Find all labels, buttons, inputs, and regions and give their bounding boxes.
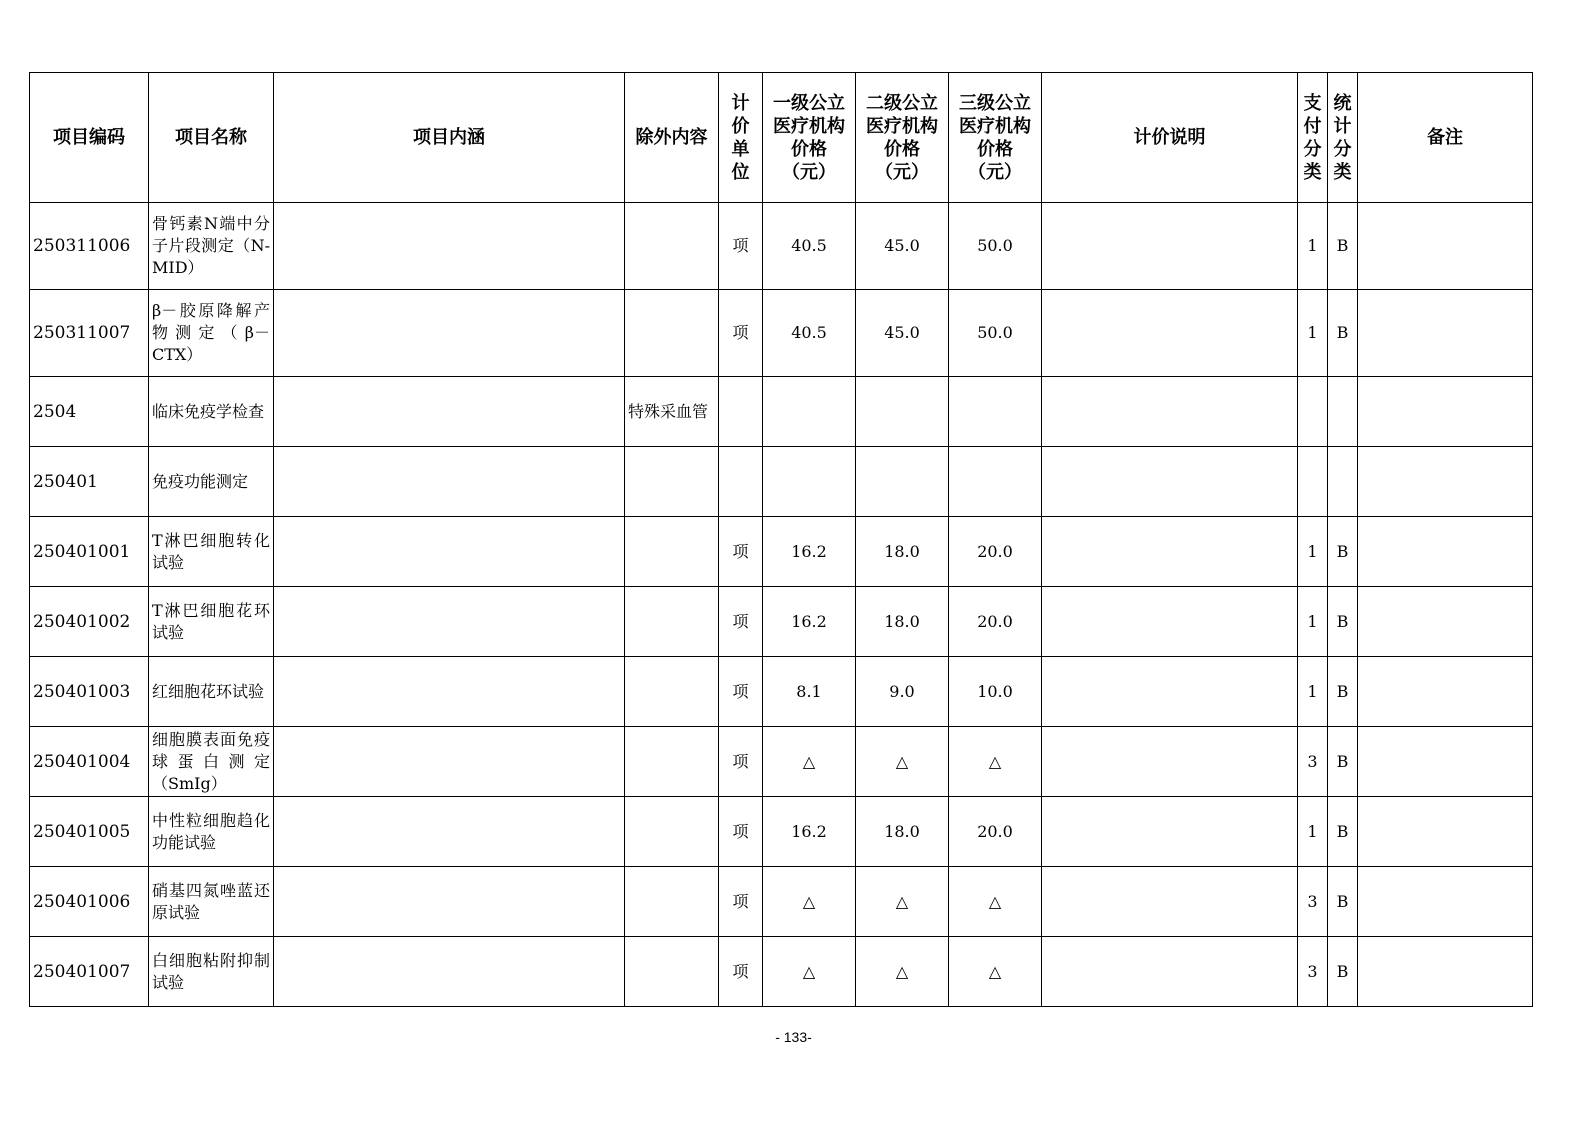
cell-name: 白细胞粘附抑制试验 <box>149 937 274 1007</box>
cell-payment-class: 1 <box>1298 657 1328 727</box>
cell-price-level-1: 16.2 <box>763 587 856 657</box>
header-content: 项目内涵 <box>274 73 625 203</box>
cell-payment-class <box>1298 447 1328 517</box>
cell-content <box>274 797 625 867</box>
cell-price-level-3 <box>949 447 1042 517</box>
cell-payment-class: 3 <box>1298 937 1328 1007</box>
cell-content <box>274 867 625 937</box>
cell-content <box>274 290 625 377</box>
cell-price-level-2: 9.0 <box>856 657 949 727</box>
cell-code: 2504 <box>30 377 149 447</box>
cell-remarks <box>1358 797 1533 867</box>
header-code: 项目编码 <box>30 73 149 203</box>
cell-exclude <box>625 727 719 797</box>
cell-statistics-class <box>1328 377 1358 447</box>
cell-payment-class: 1 <box>1298 587 1328 657</box>
cell-exclude <box>625 517 719 587</box>
cell-price-level-1: 8.1 <box>763 657 856 727</box>
cell-exclude <box>625 587 719 657</box>
cell-price-level-2 <box>856 377 949 447</box>
cell-price-level-1 <box>763 377 856 447</box>
cell-payment-class: 1 <box>1298 797 1328 867</box>
cell-remarks <box>1358 587 1533 657</box>
cell-payment-class: 1 <box>1298 203 1328 290</box>
cell-price-level-3: 50.0 <box>949 203 1042 290</box>
cell-remarks <box>1358 657 1533 727</box>
cell-code: 250401007 <box>30 937 149 1007</box>
table-row <box>30 203 1533 290</box>
cell-payment-class: 1 <box>1298 517 1328 587</box>
cell-price-level-2: △ <box>856 937 949 1007</box>
table-row <box>30 290 1533 377</box>
cell-pricing-notes <box>1042 657 1298 727</box>
cell-code: 250401006 <box>30 867 149 937</box>
header-unit: 计价单位 <box>719 73 763 203</box>
header-exclude: 除外内容 <box>625 73 719 203</box>
cell-price-level-3: 20.0 <box>949 517 1042 587</box>
cell-price-level-2: △ <box>856 867 949 937</box>
cell-price-level-1: 16.2 <box>763 517 856 587</box>
cell-price-level-3: 50.0 <box>949 290 1042 377</box>
cell-unit: 项 <box>719 937 763 1007</box>
cell-pricing-notes <box>1042 290 1298 377</box>
cell-price-level-1 <box>763 447 856 517</box>
table-row <box>30 517 1533 587</box>
page-number: - 133- <box>775 1029 812 1045</box>
cell-unit: 项 <box>719 657 763 727</box>
cell-remarks <box>1358 867 1533 937</box>
cell-statistics-class: B <box>1328 797 1358 867</box>
cell-name: 红细胞花环试验 <box>149 657 274 727</box>
cell-price-level-3: 20.0 <box>949 587 1042 657</box>
cell-price-level-3: 20.0 <box>949 797 1042 867</box>
cell-unit <box>719 447 763 517</box>
cell-price-level-1: △ <box>763 727 856 797</box>
table-row <box>30 937 1533 1007</box>
cell-pricing-notes <box>1042 447 1298 517</box>
cell-price-level-2 <box>856 447 949 517</box>
cell-code: 250401001 <box>30 517 149 587</box>
cell-content <box>274 657 625 727</box>
cell-price-level-2: 18.0 <box>856 797 949 867</box>
cell-content <box>274 203 625 290</box>
cell-unit <box>719 377 763 447</box>
cell-price-level-1: 40.5 <box>763 203 856 290</box>
cell-pricing-notes <box>1042 727 1298 797</box>
cell-payment-class <box>1298 377 1328 447</box>
cell-remarks <box>1358 203 1533 290</box>
cell-statistics-class: B <box>1328 203 1358 290</box>
cell-exclude <box>625 797 719 867</box>
cell-remarks <box>1358 447 1533 517</box>
cell-name: β－胶原降解产物测定（β－CTX） <box>149 290 274 377</box>
cell-pricing-notes <box>1042 937 1298 1007</box>
cell-price-level-3: △ <box>949 937 1042 1007</box>
cell-statistics-class: B <box>1328 937 1358 1007</box>
table-row <box>30 727 1533 797</box>
price-table <box>29 72 1533 1007</box>
cell-name: 免疫功能测定 <box>149 447 274 517</box>
cell-statistics-class: B <box>1328 517 1358 587</box>
cell-remarks <box>1358 290 1533 377</box>
cell-statistics-class: B <box>1328 290 1358 377</box>
cell-code: 250401 <box>30 447 149 517</box>
cell-price-level-2: 18.0 <box>856 517 949 587</box>
cell-exclude <box>625 203 719 290</box>
cell-unit: 项 <box>719 867 763 937</box>
cell-price-level-1: △ <box>763 867 856 937</box>
cell-name: 临床免疫学检查 <box>149 377 274 447</box>
cell-exclude: 特殊采血管 <box>625 377 719 447</box>
cell-name: 细胞膜表面免疫球蛋白测定（SmIg） <box>149 727 274 797</box>
cell-statistics-class: B <box>1328 867 1358 937</box>
table-row <box>30 447 1533 517</box>
cell-content <box>274 587 625 657</box>
cell-remarks <box>1358 937 1533 1007</box>
cell-price-level-2: 45.0 <box>856 290 949 377</box>
cell-price-level-3: △ <box>949 727 1042 797</box>
cell-payment-class: 1 <box>1298 290 1328 377</box>
cell-unit: 项 <box>719 203 763 290</box>
cell-name: 硝基四氮唑蓝还原试验 <box>149 867 274 937</box>
table-row <box>30 377 1533 447</box>
cell-content <box>274 727 625 797</box>
cell-unit: 项 <box>719 290 763 377</box>
cell-statistics-class <box>1328 447 1358 517</box>
cell-statistics-class: B <box>1328 727 1358 797</box>
cell-exclude <box>625 290 719 377</box>
cell-price-level-1: 16.2 <box>763 797 856 867</box>
cell-remarks <box>1358 377 1533 447</box>
cell-name: T淋巴细胞花环试验 <box>149 587 274 657</box>
cell-unit: 项 <box>719 517 763 587</box>
header-price-level-3: 三级公立医疗机构价格（元） <box>949 73 1042 203</box>
cell-code: 250401003 <box>30 657 149 727</box>
cell-pricing-notes <box>1042 867 1298 937</box>
cell-pricing-notes <box>1042 203 1298 290</box>
cell-statistics-class: B <box>1328 587 1358 657</box>
cell-content <box>274 447 625 517</box>
cell-statistics-class: B <box>1328 657 1358 727</box>
header-row <box>30 73 1533 203</box>
header-price-level-2: 二级公立医疗机构价格（元） <box>856 73 949 203</box>
cell-pricing-notes <box>1042 587 1298 657</box>
cell-unit: 项 <box>719 797 763 867</box>
header-statistics-class: 统计分类 <box>1328 73 1358 203</box>
cell-payment-class: 3 <box>1298 727 1328 797</box>
header-name: 项目名称 <box>149 73 274 203</box>
cell-content <box>274 517 625 587</box>
table-row <box>30 587 1533 657</box>
cell-price-level-2: 18.0 <box>856 587 949 657</box>
header-price-level-1: 一级公立医疗机构价格（元） <box>763 73 856 203</box>
table-row <box>30 867 1533 937</box>
cell-content <box>274 377 625 447</box>
cell-price-level-1: 40.5 <box>763 290 856 377</box>
cell-price-level-3 <box>949 377 1042 447</box>
table-row <box>30 657 1533 727</box>
header-remarks: 备注 <box>1358 73 1533 203</box>
cell-exclude <box>625 447 719 517</box>
cell-unit: 项 <box>719 587 763 657</box>
cell-remarks <box>1358 517 1533 587</box>
cell-price-level-3: 10.0 <box>949 657 1042 727</box>
cell-code: 250311006 <box>30 203 149 290</box>
cell-name: T淋巴细胞转化试验 <box>149 517 274 587</box>
cell-code: 250401005 <box>30 797 149 867</box>
cell-exclude <box>625 657 719 727</box>
cell-code: 250311007 <box>30 290 149 377</box>
cell-payment-class: 3 <box>1298 867 1328 937</box>
cell-price-level-1: △ <box>763 937 856 1007</box>
cell-price-level-3: △ <box>949 867 1042 937</box>
cell-name: 中性粒细胞趋化功能试验 <box>149 797 274 867</box>
cell-exclude <box>625 937 719 1007</box>
header-payment-class: 支付分类 <box>1298 73 1328 203</box>
cell-name: 骨钙素N端中分子片段测定（N-MID） <box>149 203 274 290</box>
cell-pricing-notes <box>1042 517 1298 587</box>
cell-pricing-notes <box>1042 797 1298 867</box>
cell-unit: 项 <box>719 727 763 797</box>
cell-remarks <box>1358 727 1533 797</box>
cell-price-level-2: △ <box>856 727 949 797</box>
cell-content <box>274 937 625 1007</box>
cell-price-level-2: 45.0 <box>856 203 949 290</box>
header-pricing-notes: 计价说明 <box>1042 73 1298 203</box>
cell-code: 250401002 <box>30 587 149 657</box>
cell-code: 250401004 <box>30 727 149 797</box>
cell-exclude <box>625 867 719 937</box>
cell-pricing-notes <box>1042 377 1298 447</box>
table-row <box>30 797 1533 867</box>
